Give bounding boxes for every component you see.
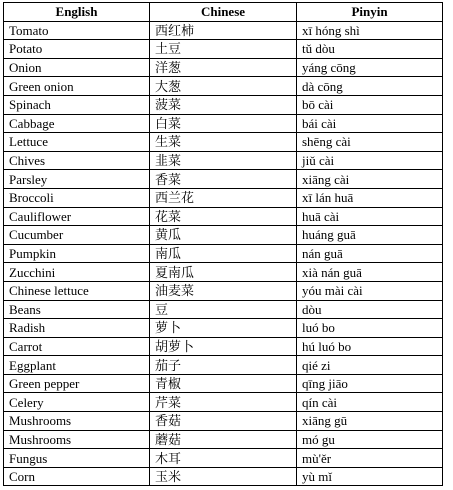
cell-english: Mushrooms — [4, 430, 150, 449]
vocabulary-table — [3, 2, 443, 486]
cell-english: Parsley — [4, 170, 150, 189]
cell-chinese: 玉米 — [150, 467, 297, 486]
cell-english: Cucumber — [4, 226, 150, 245]
cell-pinyin: xī lán huā — [297, 188, 443, 207]
cell-pinyin: qīng jiāo — [297, 374, 443, 393]
cell-english: Mushrooms — [4, 412, 150, 431]
cell-chinese: 夏南瓜 — [150, 263, 297, 282]
table-row — [4, 40, 443, 59]
cell-pinyin: bō cài — [297, 95, 443, 114]
cell-chinese: 洋葱 — [150, 58, 297, 77]
table-body — [4, 21, 443, 486]
table-row — [4, 300, 443, 319]
cell-pinyin: nán guā — [297, 244, 443, 263]
cell-pinyin: yóu mài cài — [297, 281, 443, 300]
cell-english: Potato — [4, 40, 150, 59]
table-row — [4, 281, 443, 300]
table-row — [4, 337, 443, 356]
header-chinese: Chinese — [150, 3, 297, 22]
cell-pinyin: xià nán guā — [297, 263, 443, 282]
table-row — [4, 430, 443, 449]
table-row — [4, 188, 443, 207]
table-row — [4, 412, 443, 431]
cell-english: Lettuce — [4, 133, 150, 152]
cell-english: Onion — [4, 58, 150, 77]
table-row — [4, 114, 443, 133]
cell-english: Chives — [4, 151, 150, 170]
cell-english: Corn — [4, 467, 150, 486]
vocabulary-table-container — [3, 2, 443, 486]
cell-english: Spinach — [4, 95, 150, 114]
cell-english: Cauliflower — [4, 207, 150, 226]
cell-english: Celery — [4, 393, 150, 412]
cell-chinese: 青椒 — [150, 374, 297, 393]
table-row — [4, 21, 443, 40]
cell-pinyin: yáng cōng — [297, 58, 443, 77]
cell-pinyin: mó gu — [297, 430, 443, 449]
cell-chinese: 西红柿 — [150, 21, 297, 40]
cell-chinese: 南瓜 — [150, 244, 297, 263]
cell-chinese: 胡萝卜 — [150, 337, 297, 356]
cell-pinyin: yù mǐ — [297, 467, 443, 486]
cell-chinese: 生菜 — [150, 133, 297, 152]
cell-pinyin: bái cài — [297, 114, 443, 133]
cell-chinese: 西兰花 — [150, 188, 297, 207]
header-english: English — [4, 3, 150, 22]
table-row — [4, 449, 443, 468]
cell-chinese: 香菜 — [150, 170, 297, 189]
cell-pinyin: xiāng gū — [297, 412, 443, 431]
table-row — [4, 356, 443, 375]
cell-english: Green pepper — [4, 374, 150, 393]
cell-pinyin: xiāng cài — [297, 170, 443, 189]
cell-chinese: 大葱 — [150, 77, 297, 96]
table-row — [4, 263, 443, 282]
table-header-row — [4, 3, 443, 22]
cell-chinese: 萝卜 — [150, 319, 297, 338]
cell-pinyin: qié zi — [297, 356, 443, 375]
table-row — [4, 244, 443, 263]
table-row — [4, 170, 443, 189]
cell-pinyin: qín cài — [297, 393, 443, 412]
cell-english: Chinese lettuce — [4, 281, 150, 300]
cell-chinese: 芹菜 — [150, 393, 297, 412]
table-row — [4, 467, 443, 486]
cell-chinese: 菠菜 — [150, 95, 297, 114]
cell-chinese: 蘑菇 — [150, 430, 297, 449]
cell-pinyin: huáng guā — [297, 226, 443, 245]
cell-pinyin: mù'ěr — [297, 449, 443, 468]
cell-english: Radish — [4, 319, 150, 338]
table-row — [4, 133, 443, 152]
table-row — [4, 374, 443, 393]
cell-pinyin: huā cài — [297, 207, 443, 226]
cell-pinyin: jiǔ cài — [297, 151, 443, 170]
table-row — [4, 77, 443, 96]
cell-chinese: 白菜 — [150, 114, 297, 133]
table-row — [4, 95, 443, 114]
cell-english: Cabbage — [4, 114, 150, 133]
cell-pinyin: luó bo — [297, 319, 443, 338]
table-row — [4, 58, 443, 77]
cell-pinyin: hú luó bo — [297, 337, 443, 356]
cell-english: Pumpkin — [4, 244, 150, 263]
cell-chinese: 土豆 — [150, 40, 297, 59]
cell-english: Tomato — [4, 21, 150, 40]
cell-chinese: 香菇 — [150, 412, 297, 431]
cell-english: Green onion — [4, 77, 150, 96]
cell-chinese: 黄瓜 — [150, 226, 297, 245]
cell-english: Eggplant — [4, 356, 150, 375]
cell-english: Beans — [4, 300, 150, 319]
cell-english: Fungus — [4, 449, 150, 468]
cell-chinese: 油麦菜 — [150, 281, 297, 300]
cell-english: Carrot — [4, 337, 150, 356]
table-row — [4, 226, 443, 245]
table-row — [4, 207, 443, 226]
cell-chinese: 茄子 — [150, 356, 297, 375]
cell-chinese: 韭菜 — [150, 151, 297, 170]
cell-pinyin: shēng cài — [297, 133, 443, 152]
cell-pinyin: dòu — [297, 300, 443, 319]
cell-chinese: 豆 — [150, 300, 297, 319]
table-row — [4, 319, 443, 338]
table-row — [4, 151, 443, 170]
cell-chinese: 木耳 — [150, 449, 297, 468]
cell-english: Zucchini — [4, 263, 150, 282]
table-row — [4, 393, 443, 412]
cell-pinyin: dà cōng — [297, 77, 443, 96]
cell-chinese: 花菜 — [150, 207, 297, 226]
cell-pinyin: xī hóng shì — [297, 21, 443, 40]
cell-english: Broccoli — [4, 188, 150, 207]
cell-pinyin: tǔ dòu — [297, 40, 443, 59]
header-pinyin: Pinyin — [297, 3, 443, 22]
